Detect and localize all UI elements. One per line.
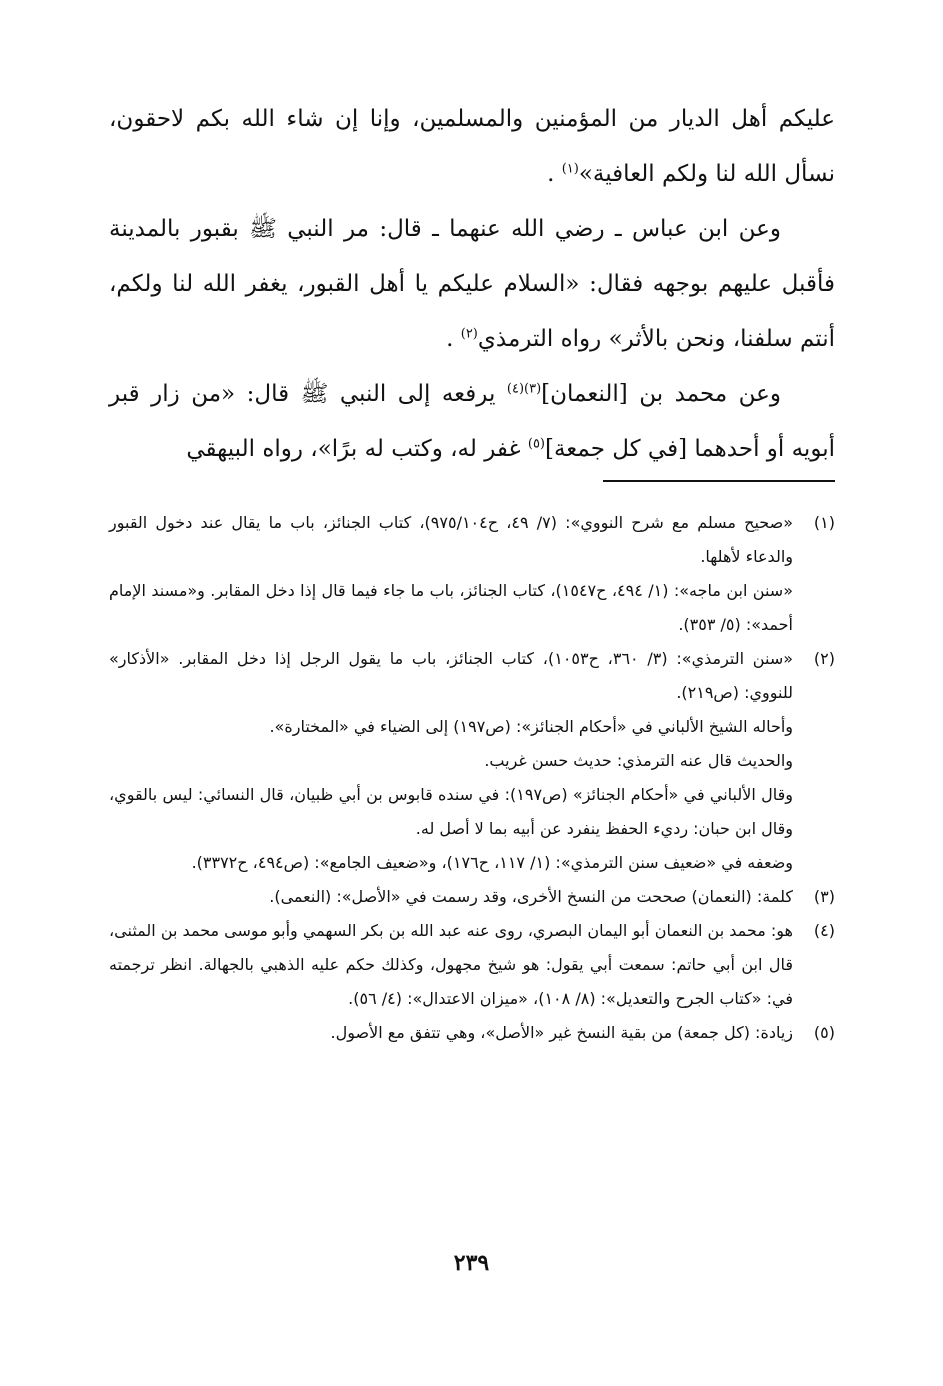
footnotes (109, 506, 835, 1050)
footnote-body (109, 1016, 793, 1050)
footnote-ref[interactable]: (٣)(٤) (506, 381, 542, 397)
footnote-line: وضعفه في «ضعيف سنن الترمذي»: (١/ ١١٧، ح١٧٦)، و«ضعيف الجامع»: (ص٤٩٤، ح٣٣٧٢). (191, 853, 793, 872)
footnote-2 (109, 642, 835, 880)
footnote-ref[interactable]: (٥) (527, 436, 545, 452)
footnote-5 (109, 1016, 835, 1050)
footnote-number: (٤) (813, 921, 835, 940)
footnote-body (109, 506, 793, 642)
footnote-line: زيادة: (كل جمعة) من بقية النسخ غير «الأصل»، وهي تتفق مع الأصول. (330, 1023, 793, 1042)
footnote-1 (109, 506, 835, 642)
paragraph-text: وعن محمد بن [النعمان] (541, 381, 781, 407)
paragraph-tail: . (446, 326, 461, 352)
footnote-line: «سنن الترمذي»: (٣/ ٣٦٠، ح١٠٥٣)، كتاب الجنائز، باب ما يقول الرجل إذا دخل المقابر. «الأذكار» للنووي: (ص٢١٩). (109, 649, 794, 702)
paragraph-3 (109, 367, 835, 477)
footnote-line: «صحيح مسلم مع شرح النووي»: (٧/ ٤٩، ح٩٧٥/١٠٤)، كتاب الجنائز، باب ما يقال عند دخول القبور والدعاء لأهلها. (109, 513, 794, 566)
page-number: ٢٣٩ (453, 1250, 490, 1276)
footnote-line: والحديث قال عنه الترمذي: حديث حسن غريب. (484, 751, 793, 770)
footnote-ref[interactable]: (٢) (460, 326, 478, 342)
footnote-number: (٣) (813, 887, 835, 906)
footnote-number: (٥) (813, 1023, 835, 1042)
footnote-line: وقال الألباني في «أحكام الجنائز» (ص١٩٧): في سنده قابوس بن أبي ظبيان، قال النسائي: ليس بالقوي، وقال ابن حبان: رديء الحفظ ينفرد عن أبيه بما لا أصل له. (109, 785, 793, 838)
footnote-line: كلمة: (النعمان) صححت من النسخ الأخرى، وقد رسمت في «الأصل»: (النعمى). (269, 887, 793, 906)
footnote-3 (109, 880, 835, 914)
main-text (109, 92, 835, 477)
footnote-4 (109, 914, 835, 1016)
footnote-number: (١) (813, 513, 835, 532)
paragraph-text: عليكم أهل الديار من المؤمنين والمسلمين، وإنا إن شاء الله بكم لاحقون، نسأل الله لنا ولكم العافية» (109, 106, 835, 187)
footnote-line: هو: محمد بن النعمان أبو اليمان البصري، روى عنه عبد الله بن بكر السهمي وأبو موسى محمد بن المثنى، قال ابن أبي حاتم: سمعت أبي يقول: هو شيخ مجهول، وكذلك حكم عليه الذهبي بالجهالة. انظر ترجمته في: «كتاب الجرح والتعديل»: (٨/ ١٠٨)، «ميزان الاعتدال»: (٤/ ٥٦). (109, 921, 793, 1008)
paragraph-2 (109, 202, 835, 367)
paragraph-tail: غفر له، وكتب له برًا»، رواه البيهقي (186, 436, 528, 462)
paragraph-text: وعن ابن عباس ـ رضي الله عنهما ـ قال: مر النبي ﷺ بقبور بالمدينة فأقبل عليهم بوجهه فقال: «السلام عليكم يا أهل القبور، يغفر الله لنا ولكم، أنتم سلفنا، ونحن بالأثر» رواه الترمذي (109, 216, 835, 352)
paragraph-text-continued: يرفعه إلى النبي ﷺ قال: «من زار قبر أبويه أو أحدهما [في كل جمعة] (109, 381, 835, 462)
footnote-divider (603, 480, 835, 482)
footnote-body (109, 914, 793, 1016)
footnote-line: «سنن ابن ماجه»: (١/ ٤٩٤، ح١٥٤٧)، كتاب الجنائز، باب ما جاء فيما قال إذا دخل المقابر. و«مسند الإمام أحمد»: (٥/ ٣٥٣). (109, 581, 794, 634)
footnote-line: وأحاله الشيخ الألباني في «أحكام الجنائز»: (ص١٩٧) إلى الضياء في «المختارة». (269, 717, 793, 736)
footnote-body (109, 642, 793, 880)
footnote-ref[interactable]: (١) (561, 161, 579, 177)
paragraph-tail: . (547, 161, 562, 187)
footnote-number: (٢) (813, 649, 835, 668)
footnote-body (109, 880, 793, 914)
paragraph-1 (109, 92, 835, 202)
